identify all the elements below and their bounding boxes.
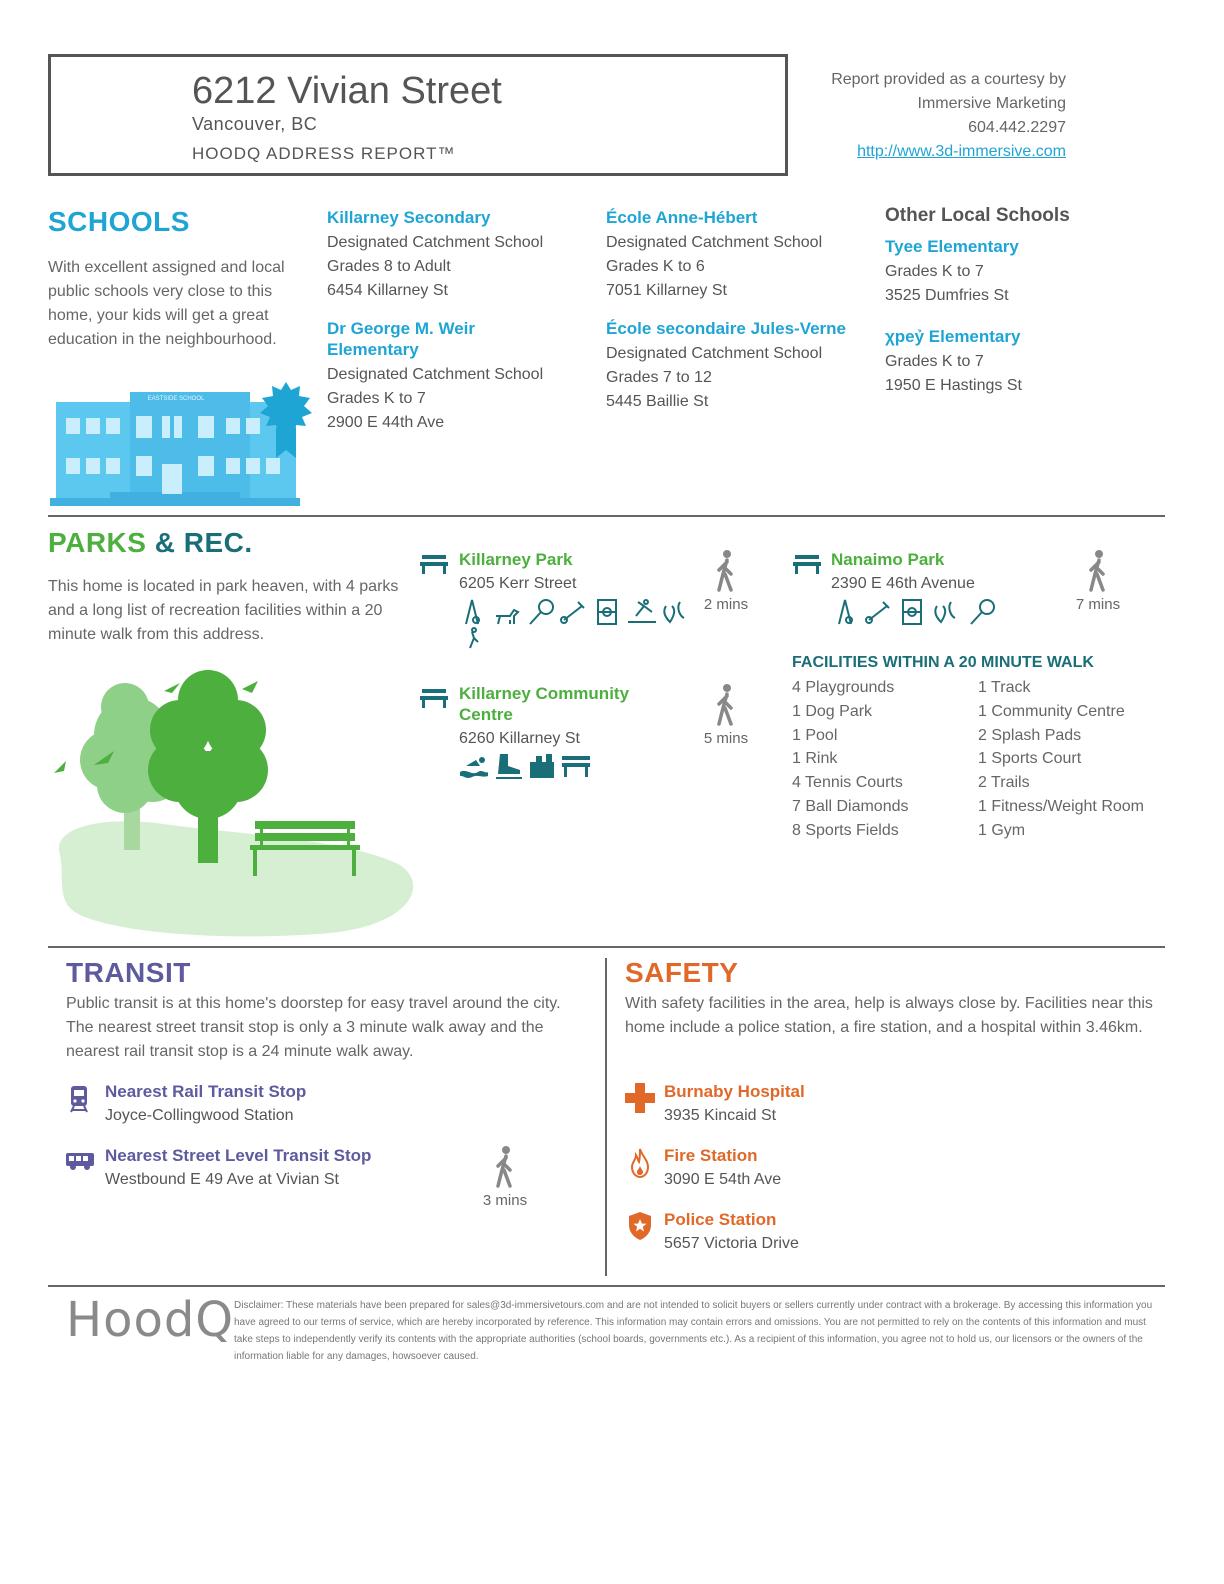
school-card: [327, 318, 577, 435]
fire-icon: [630, 1148, 650, 1178]
safety-item-name[interactable]: Fire Station: [664, 1146, 758, 1165]
park-address: 2390 E 46th Avenue: [831, 575, 975, 592]
walk-time: [696, 550, 756, 613]
school-name[interactable]: Tyee Elementary: [885, 237, 1019, 256]
safety-description: With safety facilities in the area, help is always close by. Facilities near this home include a police station, a fire station, and a hospital within 3.46km.: [625, 995, 1153, 1036]
rink-icon: [496, 754, 522, 779]
ball-diamond-icon: [869, 602, 889, 620]
safety-item-address: 3090 E 54th Ave: [664, 1171, 782, 1188]
safety-item-address: 3935 Kincaid St: [664, 1107, 777, 1124]
park-amenity-icons: [833, 598, 1003, 633]
walk-minutes: 3 mins: [482, 1192, 528, 1209]
school-address: 1950 E Hastings St: [885, 377, 1022, 394]
safety-item-name[interactable]: Burnaby Hospital: [664, 1082, 805, 1101]
school-name[interactable]: École secondaire Jules-Verne: [606, 319, 847, 338]
parks-title-a: PARKS: [48, 527, 147, 558]
school-name[interactable]: χpeỷ Elementary: [885, 327, 1021, 346]
facility-item: 1 Sports Court: [978, 750, 1082, 768]
schools-description: With excellent assigned and local public schools very close to this home, your kids will get a great education in the neighbourhood.: [48, 259, 285, 348]
facilities-title: FACILITIES WITHIN A 20 MINUTE WALK: [792, 654, 1094, 671]
school-card: [606, 318, 868, 414]
report-label: HOODQ ADDRESS REPORT™: [192, 144, 456, 163]
safety-item-name[interactable]: Police Station: [664, 1210, 777, 1229]
facility-item: 7 Ball Diamonds: [792, 797, 909, 815]
facility-item: 2 Trails: [978, 774, 1030, 792]
school-grades: Grades K to 6: [606, 258, 705, 275]
facility-item: 1 Rink: [792, 750, 838, 768]
tennis-icon: [980, 600, 994, 614]
safety-item: [664, 1208, 1064, 1256]
facility-item: 1 Track: [978, 679, 1031, 696]
school-address: 5445 Baillie St: [606, 393, 709, 410]
park-amenity-icons: [460, 752, 592, 785]
ball-diamond-icon: [564, 602, 584, 620]
school-type: Designated Catchment School: [327, 234, 544, 251]
parks-description: This home is located in park heaven, with 4 parks and a long list of recreation facilities within a 20 minute walk from this address.: [48, 578, 399, 643]
park-name[interactable]: Killarney Community Centre: [459, 684, 630, 724]
walk-minutes: 5 mins: [703, 730, 749, 747]
school-address: 2900 E 44th Ave: [327, 414, 445, 431]
walk-minutes: 7 mins: [1075, 596, 1121, 613]
walk-time: [475, 1146, 535, 1209]
park-card: [459, 683, 679, 751]
trail-icon: [470, 632, 478, 648]
pool-icon: [460, 771, 488, 778]
transit-title: TRANSIT: [66, 957, 191, 988]
safety-item: [664, 1144, 1064, 1192]
track-icon: [628, 602, 656, 622]
school-building-icon: [50, 380, 312, 510]
street-stop-value[interactable]: Westbound E 49 Ave at Vivian St: [105, 1171, 339, 1188]
section-divider: [48, 1285, 1165, 1287]
school-address: 6454 Killarney St: [327, 282, 448, 299]
school-sign: EASTSIDE SCHOOL: [147, 396, 205, 402]
walking-person-icon: [713, 550, 739, 592]
section-divider: [48, 515, 1165, 517]
courtesy-line: Report provided as a courtesy by: [831, 71, 1066, 88]
hoodq-logo: HoodQ: [66, 1292, 235, 1348]
company-name: Immersive Marketing: [917, 95, 1066, 112]
park-card: [831, 549, 1051, 596]
facility-item: 4 Tennis Courts: [792, 774, 903, 792]
rail-stop: [105, 1080, 465, 1128]
website-link[interactable]: http://www.3d-immersive.com: [857, 143, 1066, 160]
park-name[interactable]: Nanaimo Park: [831, 550, 945, 569]
park-card: [459, 549, 699, 596]
dog-park-icon: [496, 610, 518, 624]
park-amenity-icons: [460, 598, 700, 661]
facility-item: 1 Gym: [978, 821, 1026, 839]
walking-person-icon: [713, 684, 739, 726]
school-grades: Grades 8 to Adult: [327, 258, 451, 275]
safety-title: SAFETY: [625, 957, 739, 988]
address-city: Vancouver, BC: [192, 114, 318, 134]
school-card: [327, 207, 577, 303]
school-grades: Grades K to 7: [885, 353, 984, 370]
park-address: 6205 Kerr Street: [459, 575, 577, 592]
safety-item: [664, 1080, 1064, 1128]
school-type: Designated Catchment School: [327, 366, 544, 383]
school-type: Designated Catchment School: [606, 345, 823, 362]
street-stop: [105, 1144, 485, 1192]
school-address: 7051 Killarney St: [606, 282, 727, 299]
walking-person-icon: [1085, 550, 1111, 592]
tennis-icon: [539, 600, 553, 614]
section-divider: [48, 946, 1165, 948]
facilities-list-1: [792, 676, 972, 843]
facility-item: 1 Fitness/Weight Room: [978, 797, 1144, 815]
facility-item: 2 Splash Pads: [978, 726, 1082, 744]
column-divider: [605, 958, 607, 1276]
bench-icon: [420, 553, 448, 575]
facility-item: 1 Dog Park: [792, 702, 873, 720]
park-address: 6260 Killarney St: [459, 730, 580, 747]
facility-item: 8 Sports Fields: [792, 821, 899, 839]
parks-title-b: & REC.: [146, 527, 253, 558]
bench-icon: [420, 687, 448, 709]
phone-number: 604.442.2297: [968, 119, 1066, 136]
schools-title: SCHOOLS: [48, 206, 190, 237]
street-stop-label: Nearest Street Level Transit Stop: [105, 1146, 372, 1165]
school-grades: Grades 7 to 12: [606, 369, 712, 386]
school-card: [606, 207, 866, 303]
disclaimer: Disclaimer: These materials have been prepared for sales@3d-immersivetours.com and are not intended to solicit buyers or sellers currently under contract with a brokerage. By accessing this information you have agreed to our terms of service, which are hereby incorporated by reference. This information may contain errors and omissions. You are not permitted to rely on the contents of this information and must take steps to independently verify its contents with the appropriate authorities (school boards, governments etc.). As a recipient of this information, you agree not to hold us, our licensors or the owners of the information liable for any damages, howsoever caused.: [234, 1300, 1153, 1362]
police-badge-icon: [628, 1211, 652, 1241]
other-schools-title: Other Local Schools: [885, 205, 1070, 226]
bench-icon: [562, 756, 590, 760]
safety-item-address: 5657 Victoria Drive: [664, 1235, 799, 1252]
facility-item: 4 Playgrounds: [792, 679, 895, 696]
walk-time: [1068, 550, 1128, 613]
rail-stop-value[interactable]: Joyce-Collingwood Station: [105, 1107, 294, 1124]
other-schools: [885, 204, 1125, 398]
school-grades: Grades K to 7: [327, 390, 426, 407]
park-name[interactable]: Killarney Park: [459, 550, 573, 569]
facility-item: 1 Pool: [792, 726, 838, 744]
train-icon: [68, 1084, 90, 1114]
school-type: Designated Catchment School: [606, 234, 823, 251]
school-name[interactable]: Dr George M. Weir Elementary: [327, 319, 475, 359]
transit-description: Public transit is at this home's doorstep for easy travel around the city. The nearest street transit stop is only a 3 minute walk away and the nearest rail transit stop is a 24 minute walk away.: [66, 995, 561, 1060]
courtesy-block: [831, 68, 1066, 164]
community-centre-icon: [530, 762, 554, 778]
playground-icon: [839, 600, 851, 624]
walking-person-icon: [492, 1146, 518, 1188]
school-name[interactable]: Killarney Secondary: [327, 208, 491, 227]
school-name[interactable]: École Anne-Hébert: [606, 208, 758, 227]
bench-icon: [793, 553, 821, 575]
facilities-list-2: [978, 676, 1178, 843]
park-trees-icon: [50, 665, 420, 940]
splash-pad-icon: [664, 602, 684, 622]
school-grades: Grades K to 7: [885, 263, 984, 280]
walk-time: [696, 684, 756, 747]
hospital-cross-icon: [625, 1083, 655, 1113]
bus-icon: [65, 1151, 95, 1171]
splash-pad-icon: [935, 602, 955, 622]
parks-title: [48, 527, 253, 559]
playground-icon: [466, 600, 478, 624]
rail-stop-label: Nearest Rail Transit Stop: [105, 1082, 307, 1101]
facility-item: 1 Community Centre: [978, 702, 1125, 720]
walk-minutes: 2 mins: [703, 596, 749, 613]
school-address: 3525 Dumfries St: [885, 287, 1009, 304]
address-street: 6212 Vivian Street: [192, 70, 502, 112]
